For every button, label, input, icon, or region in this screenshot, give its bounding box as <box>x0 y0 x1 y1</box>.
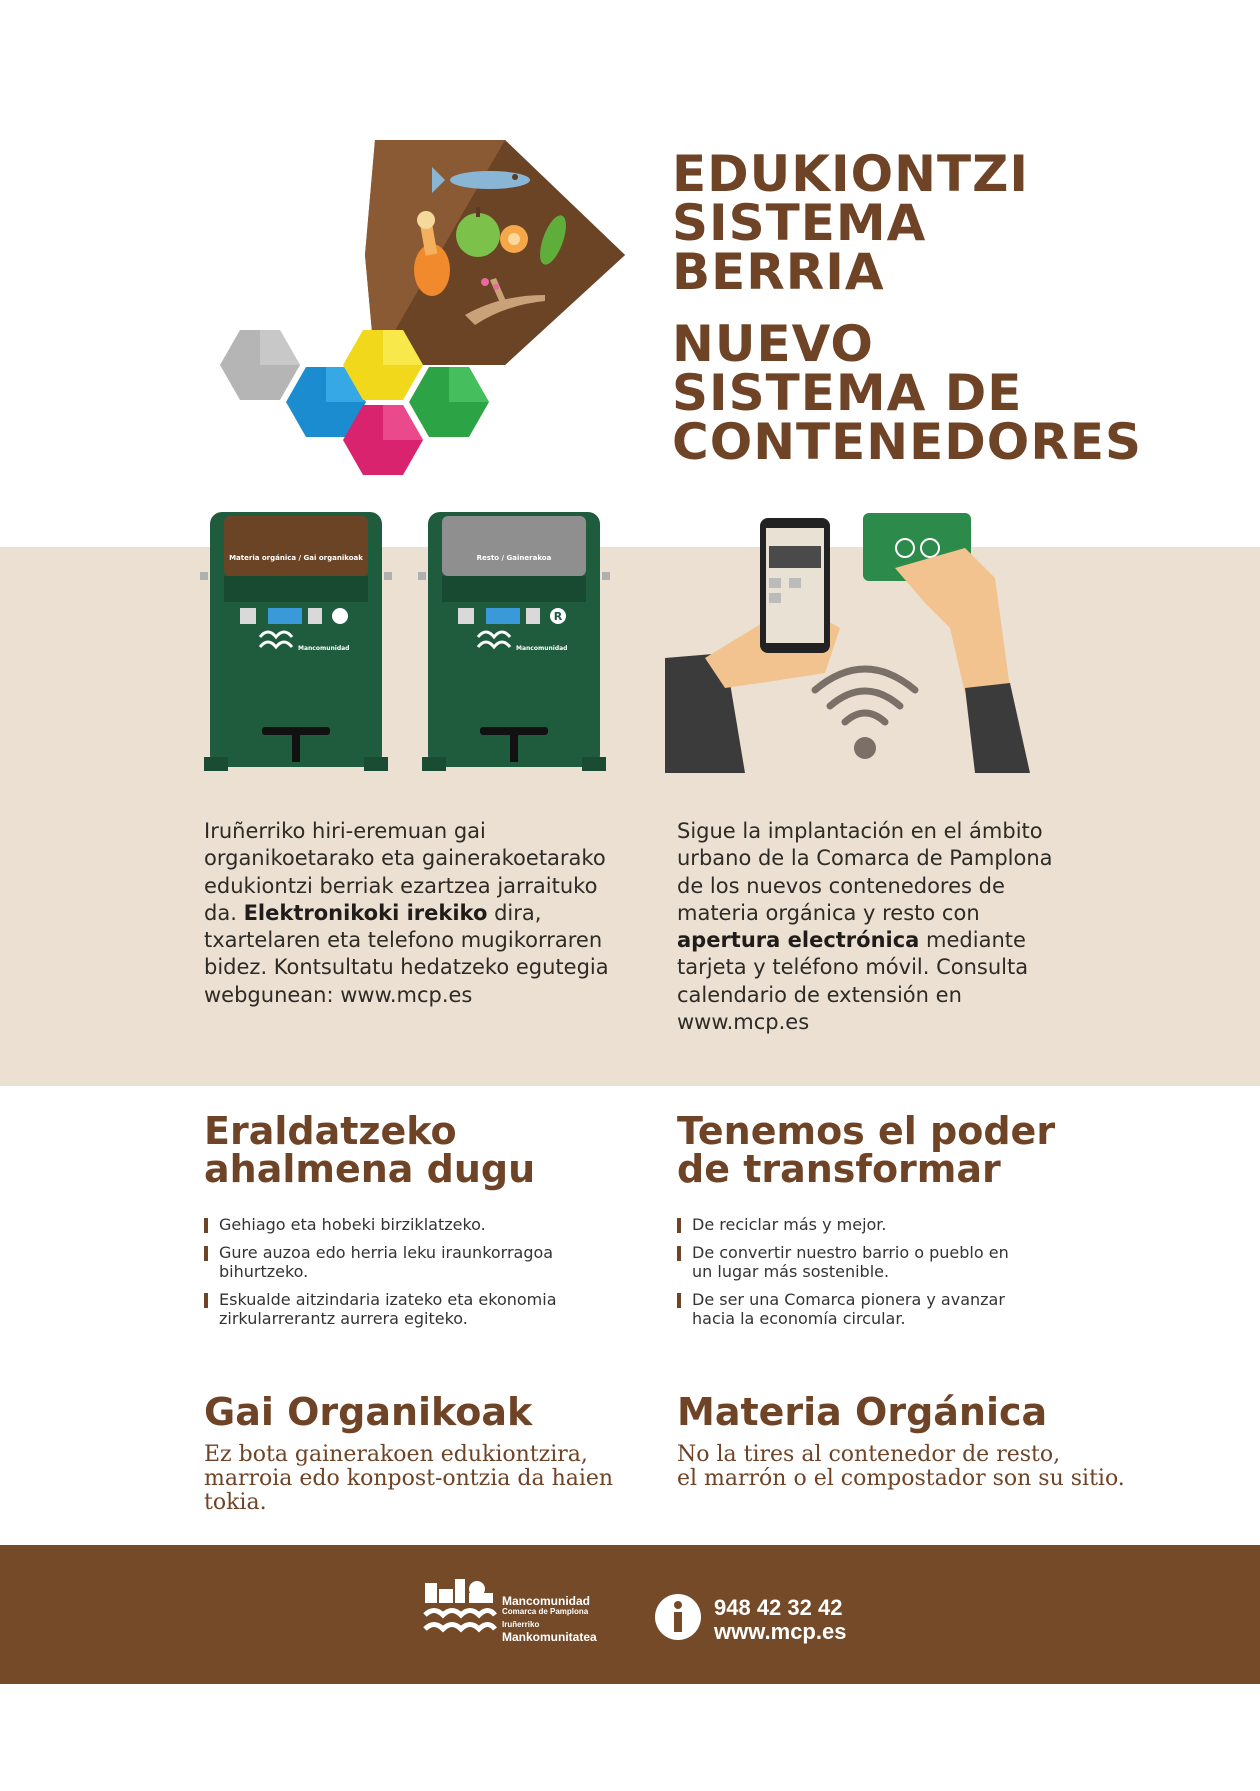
title-basque-line-2: SISTEMA <box>672 194 927 252</box>
organic-bin-illustration <box>200 512 392 772</box>
waste-hexagons-illustration <box>200 135 630 485</box>
peel-icon <box>500 225 528 253</box>
wireless-signal-icon <box>815 669 915 722</box>
organic-symbol-icon <box>332 608 348 624</box>
intro-spanish-text: Sigue la implantación en el ámbito urbano de la Comarca de Pamplona de los nuevos contenedores de materia orgánica y resto con <box>677 819 1053 925</box>
title-spanish-line-2: SISTEMA DE <box>672 364 1023 422</box>
organic-heading-spanish: Materia Orgánica <box>677 1390 1048 1434</box>
power-heading-spanish-line-2: de transformar <box>677 1147 1001 1191</box>
rest-bin-label: Resto / Gainerakoa <box>476 554 552 562</box>
list-item: De ser una Comarca pionera y avanzar hacia la economía circular. <box>677 1290 1017 1328</box>
list-item: Gehiago eta hobeki birziklatzeko. <box>204 1215 574 1234</box>
list-item: De convertir nuestro barrio o pueblo en un lugar más sostenible. <box>677 1243 1017 1281</box>
power-heading-spanish-line-1: Tenemos el poder <box>677 1109 1056 1153</box>
title-basque <box>672 145 1029 301</box>
rest-bin-illustration <box>418 512 610 772</box>
footer-contact <box>714 1596 846 1644</box>
organic-text-basque-line-1: Ez bota gainerakoen edukiontzira, <box>204 1442 588 1467</box>
rest-bin-brand: Mancomunidad <box>516 645 568 652</box>
title-basque-line-3: BERRIA <box>672 243 885 301</box>
right-hand <box>895 548 1010 693</box>
rest-badge: R <box>553 610 563 623</box>
list-item: De reciclar más y mejor. <box>677 1215 1017 1234</box>
intro-spanish <box>677 818 1077 1036</box>
power-heading-basque-line-1: Eraldatzeko <box>204 1109 457 1153</box>
title-basque-line-1: EDUKIONTZI <box>672 145 1029 203</box>
footer-logo-line-2: Comarca de Pamplona <box>502 1607 589 1616</box>
organic-text-spanish-line-2: el marrón o el compostador son su sitio. <box>677 1466 1125 1491</box>
footer-logo-text <box>502 1595 597 1643</box>
intro-basque-text: Iruñerriko hiri-eremuan gai organikoetarako eta gainerakoetarako edukiontzi berriak ezartzea jarraituko da. <box>204 819 606 925</box>
power-heading-basque <box>204 1109 536 1191</box>
phone-and-card-illustration <box>665 508 1045 773</box>
organic-text-spanish <box>677 1443 1137 1491</box>
list-item: Gure auzoa edo herria leku iraunkorragoa bihurtzeko. <box>204 1243 574 1281</box>
list-item: Eskualde aitzindaria izateko eta ekonomia zirkularrerantz aurrera egiteko. <box>204 1290 574 1328</box>
organic-text-basque-line-2: marroia edo konpost-ontzia da haien tokia. <box>204 1466 614 1515</box>
intro-basque-bold: Elektronikoki irekiko <box>243 900 488 925</box>
organic-text-spanish-line-1: No la tires al contenedor de resto, <box>677 1442 1061 1467</box>
gray-hexagon <box>220 330 300 400</box>
smartphone-icon <box>760 518 830 653</box>
organic-bin-brand: Mancomunidad <box>298 645 350 652</box>
footer-logo-line-4: Mankomunitatea <box>502 1630 597 1644</box>
title-spanish-line-3: CONTENEDORES <box>672 413 1142 471</box>
right-sleeve <box>965 683 1030 773</box>
organic-bin-label: Materia orgánica / Gai organikoak <box>229 554 363 562</box>
intro-basque-text-end: dira, txartelaren eta telefono mugikorraren bidez. Kontsultatu hedatzeko egutegia webgunean: www.mcp.es <box>204 900 609 1007</box>
footer-phone[interactable]: 948 42 32 42 <box>714 1595 843 1620</box>
power-heading-spanish <box>677 1109 1056 1191</box>
rest-bin-lid <box>442 516 586 576</box>
intro-spanish-bold: apertura electrónica <box>677 928 920 953</box>
organic-heading-basque: Gai Organikoak <box>204 1390 533 1434</box>
power-list-spanish <box>677 1215 1017 1337</box>
title-spanish <box>672 315 1142 471</box>
intro-spanish-text-end: mediante tarjeta y teléfono móvil. Consulta calendario de extensión en www.mcp.es <box>677 928 1029 1035</box>
mcp-logo-icon <box>423 1575 497 1645</box>
footer-website-link[interactable]: www.mcp.es <box>714 1619 847 1644</box>
green-hexagon <box>409 367 489 437</box>
power-list-basque <box>204 1215 574 1337</box>
organic-bin-lid <box>224 516 368 576</box>
info-icon <box>654 1593 702 1641</box>
title-spanish-line-1: NUEVO <box>672 315 874 373</box>
power-heading-basque-line-2: ahalmena dugu <box>204 1147 536 1191</box>
footer-logo-line-1: Mancomunidad <box>502 1594 591 1608</box>
footer-logo-line-3: Iruñerriko <box>502 1620 540 1629</box>
intro-basque <box>204 818 624 1009</box>
organic-text-basque <box>204 1443 664 1515</box>
footer <box>0 1545 1260 1684</box>
